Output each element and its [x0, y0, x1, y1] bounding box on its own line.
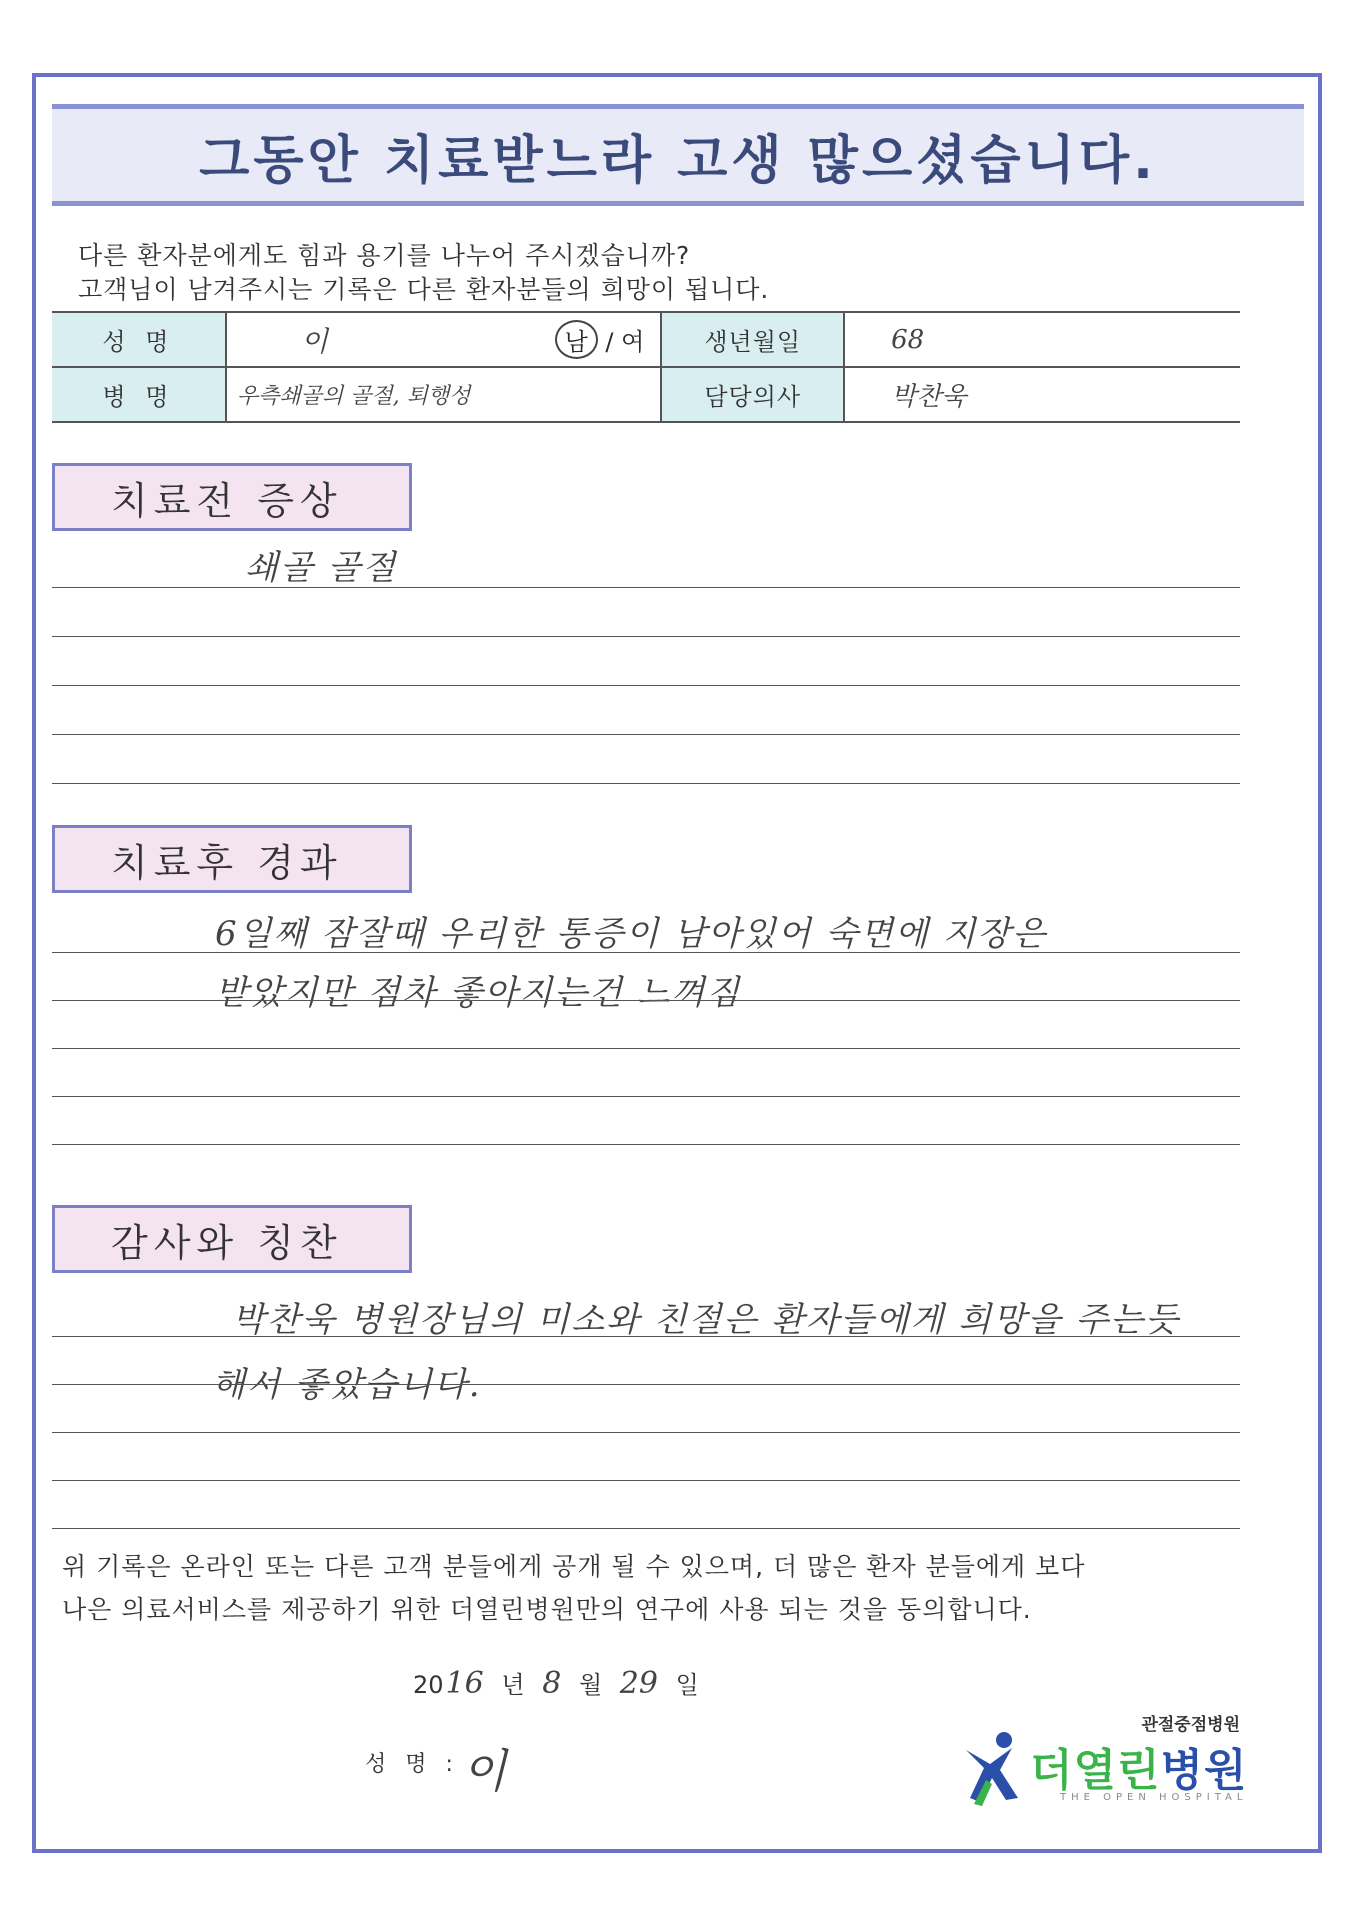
signature-label: 성 명 : [365, 1752, 459, 1777]
doctor-label: 담당의사 [661, 367, 844, 422]
before-line-1: 쇄골 골절 [245, 548, 398, 588]
info-row-1 [52, 312, 1240, 367]
rule-line [52, 636, 1240, 637]
after-line-2: 받았지만 점차 좋아지는건 느껴짐 [215, 973, 742, 1013]
day-value: 29 [619, 1666, 658, 1701]
gender-male: 남 [555, 320, 598, 359]
rule-line [52, 1000, 1240, 1001]
logo-subtitle: 관절중점병원 [1141, 1715, 1240, 1735]
doctor-cell [844, 367, 1240, 422]
after-line-1: 6일째 잠잘때 우리한 통증이 남아있어 숙면에 지장은 [215, 914, 1048, 954]
name-cell [226, 312, 662, 367]
rule-line [52, 1336, 1240, 1337]
year-prefix: 20 [413, 1671, 444, 1699]
thanks-line-2: 해서 좋았습니다. [212, 1365, 482, 1405]
rule-line [52, 685, 1240, 686]
title-banner [52, 104, 1304, 206]
signature-value: 이 [462, 1744, 507, 1798]
info-row-2 [52, 367, 1240, 422]
intro-line-1: 다른 환자분에게도 힘과 용기를 나누어 주시겠습니까? [78, 241, 691, 270]
consent-line-2: 나은 의료서비스를 제공하기 위한 더열린병원만의 연구에 사용 되는 것을 동의합니다. [62, 1595, 1032, 1624]
birth-cell [844, 312, 1240, 367]
rule-line [52, 1096, 1240, 1097]
day-unit: 일 [675, 1671, 699, 1699]
year-suffix: 16 [445, 1666, 484, 1701]
rule-line [52, 1144, 1240, 1145]
page-title: 그동안 치료받느라 고생 많으셨습니다. [199, 130, 1157, 191]
month-unit: 월 [578, 1671, 603, 1699]
logo-english: THE OPEN HOSPITAL [1060, 1792, 1248, 1803]
gender-sep: / [605, 327, 614, 356]
thanks-line-1: 박찬욱 병원장님의 미소와 친절은 환자들에게 희망을 주는듯 [232, 1300, 1180, 1340]
logo-name [1030, 1734, 1248, 1798]
doctor-value: 박찬욱 [891, 382, 967, 412]
hospital-logo [960, 1710, 1250, 1810]
gender-female: 여 [621, 327, 645, 356]
birth-value: 68 [891, 324, 925, 355]
disease-label: 병 명 [52, 367, 226, 422]
rule-line [52, 1528, 1240, 1529]
thanks-section-title: 감사와 칭찬 [52, 1205, 412, 1273]
gender-choice [555, 320, 645, 359]
running-person-icon [960, 1728, 1030, 1808]
before-section-title: 치료전 증상 [52, 463, 412, 531]
rule-line [52, 1432, 1240, 1433]
name-value: 이 [300, 324, 328, 358]
logo-name-part1: 더열린 [1030, 1745, 1161, 1796]
disease-cell [226, 367, 662, 422]
logo-name-part2: 병원 [1160, 1745, 1248, 1796]
rule-line [52, 1384, 1240, 1385]
intro-line-2: 고객님이 남겨주시는 기록은 다른 환자분들의 희망이 됩니다. [78, 275, 770, 304]
month-value: 8 [542, 1666, 562, 1701]
rule-line [52, 783, 1240, 784]
disease-value: 우측쇄골의 골절, 퇴행성 [236, 384, 471, 409]
rule-line [52, 734, 1240, 735]
year-unit: 년 [501, 1671, 525, 1699]
date-row [413, 1665, 699, 1701]
rule-line [52, 1480, 1240, 1481]
rule-line [52, 1048, 1240, 1049]
name-label: 성 명 [52, 312, 226, 367]
rule-line [52, 952, 1240, 953]
consent-line-1: 위 기록은 온라인 또는 다른 고객 분들에게 공개 될 수 있으며, 더 많은 환자 분들에게 보다 [62, 1552, 1086, 1581]
rule-line [52, 587, 1240, 588]
birth-label: 생년월일 [661, 312, 844, 367]
after-section-title: 치료후 경과 [52, 825, 412, 893]
patient-info-table [52, 311, 1240, 423]
